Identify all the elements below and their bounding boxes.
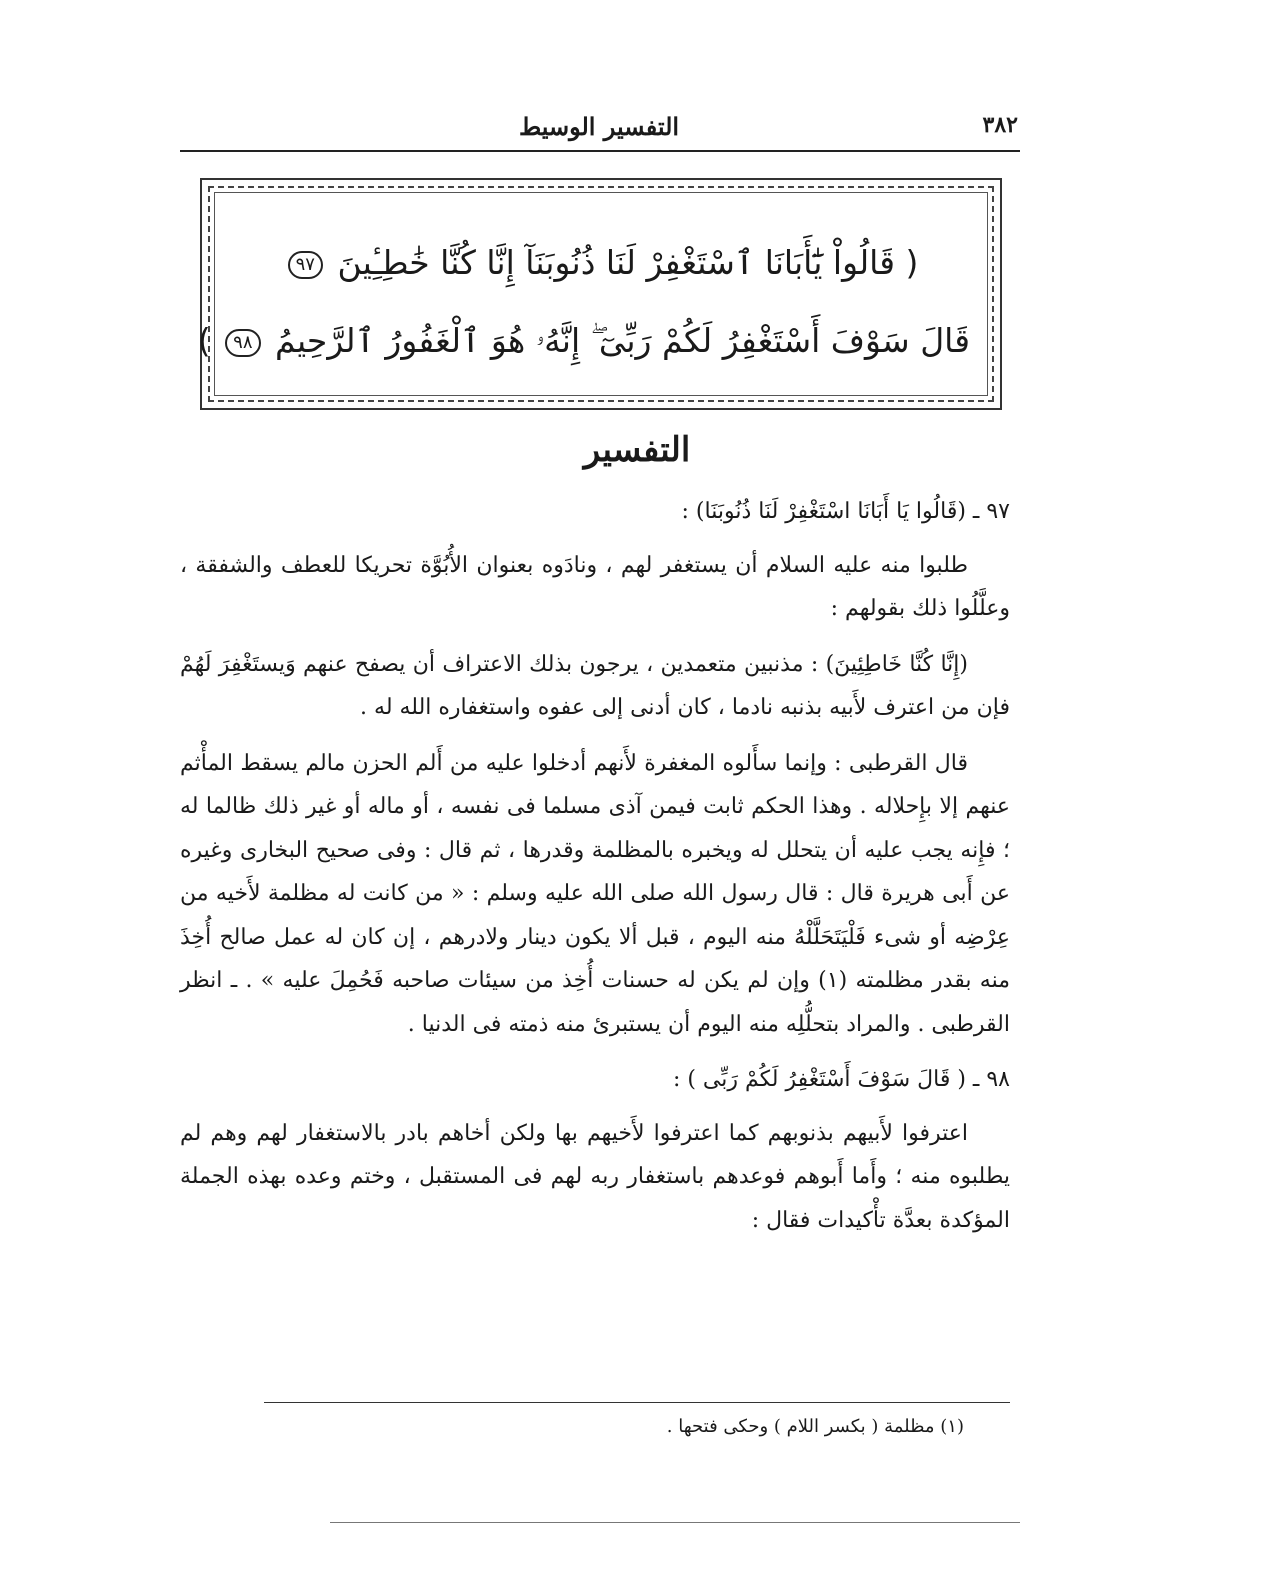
paragraph: طلبوا منه عليه السلام أن يستغفر لهم ، ونادَوه بعنوان الأُبُوَّة تحريكا للعطف والشفقة ، وعلَّلُوا ذلك بقولهم : <box>180 552 1010 621</box>
verse-lines <box>197 224 970 380</box>
paragraph: (إِنَّا كُنَّا خَاطِئِينَ) : مذنبين متعمدين ، يرجون بذلك الاعتراف أن يصفح عنهم وَيستَغْفِرَ لَهُمْ فإن من اعترف لأَبيه بذنبه نادما ، كان أدنى إلى عفوه واستغفاره الله له . <box>180 651 1010 720</box>
running-title: التفسير الوسيط <box>518 112 680 141</box>
section-heading: التفسير <box>583 430 691 470</box>
verse-97-heading: ٩٧ ـ (قَالُوا يَا أَبَانَا اسْتَغْفِرْ لَنَا ذُنُوبَنَا) : <box>681 499 1010 524</box>
verse-98-heading: ٩٨ ـ ( قَالَ سَوْفَ أَسْتَغْفِرُ لَكُمْ رَبِّى ) : <box>672 1067 1010 1092</box>
ayah-number-marker: ٩٧ <box>288 251 323 279</box>
verse-98-text: قَالَ سَوْفَ أَسْتَغْفِرُ لَكُمْ رَبِّىٓ ۖ إِنَّهُۥ هُوَ ٱلْغَفُورُ ٱلرَّحِيمُ <box>275 321 970 360</box>
ayah-number-marker: ٩٨ <box>225 329 260 357</box>
footnote-rule <box>264 1402 1010 1403</box>
bottom-rule <box>330 1522 1020 1523</box>
closing-bracket: ) <box>197 321 211 360</box>
footnote: (١) مظلمة ( بكسر اللام ) وحكى فتحها . <box>666 1416 964 1437</box>
verse-line-97 <box>232 224 970 302</box>
quran-verse-box <box>197 178 1002 410</box>
verse-97-text: ( قَالُواْ يَٰٓأَبَانَا ٱسْتَغْفِرْ لَنَا ذُنُوبَنَآ إِنَّا كُنَّا خَٰطِـِٔينَ <box>337 243 919 282</box>
paragraph: قال القرطبى : وإنما سأَلوه المغفرة لأَنهم أدخلوا عليه من أَلم الحزن مالم يسقط المأْثم عنهم إلا بإِحلاله . وهذا الحكم ثابت فيمن آذى مسلما فى نفسه ، أو ماله أو غير ذلك ظالما له ؛ فإِنه يجب عليه أن يتحلل له ويخبره بالمظلمة وقدرها ، ثم قال : وفى صحيح البخارى وغيره عن أَبى هريرة قال : قال رسول الله صلى الله عليه وسلم : « من كانت له مظلمة لأَخيه من عِرْضِه أو شىء فَلْيَتَحَلَّلْهُ منه اليوم ، قبل ألا يكون دينار ولادرهم ، إن كان له عمل صالح أُخِذَ منه بقدر مظلمته (١) وإن لم يكن له حسنات أُخِذ من سيئات صاحبه فَحُمِلَ عليه » . ـ انظر القرطبى . والمراد بتحلُّلِه منه اليوم أن يستبرئ منه ذمته فى الدنيا . <box>180 750 1010 1037</box>
page-number: ٣٨٢ <box>982 112 1018 138</box>
page-header <box>180 112 1018 148</box>
paragraph: اعترفوا لأَبيهم بذنوبهم كما اعترفوا لأَخيهم بها ولكن أخاهم بادر بالاستغفار لهم وهم لم يطلبوه منه ؛ وأَما أَبوهم فوعدهم باستغفار ربه لهم فى المستقبل ، وختم وعده بهذه الجملة المؤكدة بعدَّة تأْكيدات فقال : <box>180 1120 1010 1233</box>
commentary-body <box>180 490 1010 1254</box>
header-rule <box>180 150 1020 152</box>
verse-line-98 <box>197 302 970 380</box>
